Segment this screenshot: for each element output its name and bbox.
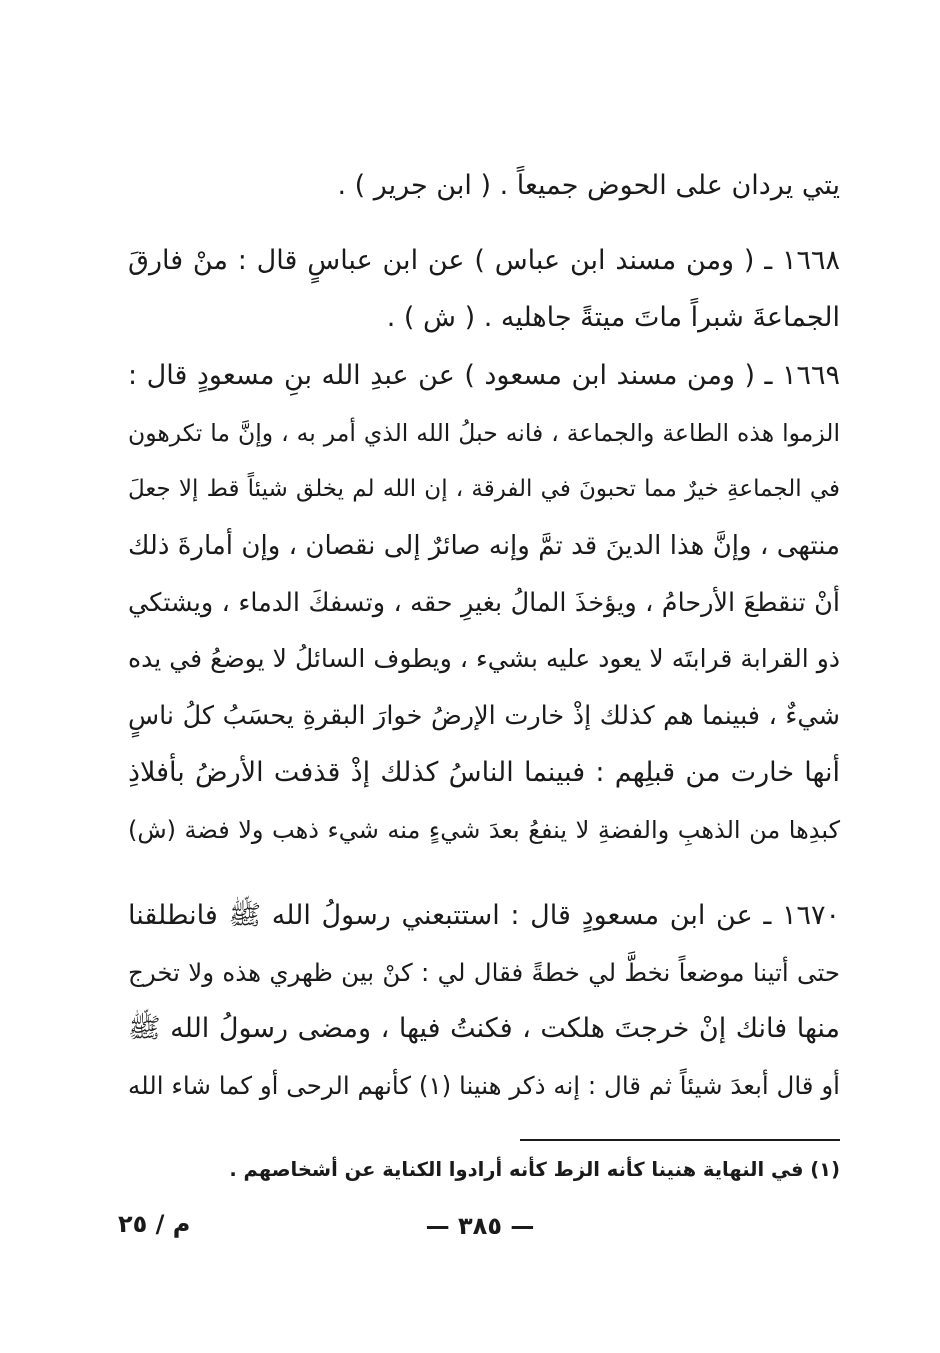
text-line: في الجماعةِ خيرٌ مما تحبونَ في الفرقة ، إن الله لم يخلق شيئاً قط إلا جعلَ bbox=[128, 476, 840, 503]
text-line: أو قال أبعدَ شيئاً ثم قال : إنه ذكر هنينا (١) كأنهم الرحى أو كما شاء الله bbox=[128, 1071, 840, 1101]
hadith-1668 bbox=[128, 233, 840, 346]
footnote: (١) في النهاية هنينا كأنه الزط كأنه أرادوا الكناية عن أشخاصهم . bbox=[229, 1158, 840, 1181]
text-line: أنْ تنقطعَ الأرحامُ ، ويؤخذَ المالُ بغيرِ حقه ، وتسفكَ الدماء ، ويشتكي bbox=[128, 587, 840, 618]
footnote-divider bbox=[520, 1139, 840, 1141]
text-line: منها فانك إنْ خرجتَ هلكت ، فكنتُ فيها ، ومضى رسولُ الله ﷺ bbox=[128, 1013, 840, 1045]
page-number: — ٣٨٥ — bbox=[425, 1212, 535, 1240]
text-line: الجماعةَ شبراً ماتَ ميتةً جاهليه . ( ش ) . bbox=[386, 301, 840, 333]
hadith-1669 bbox=[128, 348, 840, 858]
text-line: الزموا هذه الطاعة والجماعة ، فانه حبلُ الله الذي أمر به ، وإنَّ ما تكرهون bbox=[128, 418, 840, 447]
text-line: حتى أتينا موضعاً نخطَّ لي خطةً فقال لي : كنْ بين ظهري هذه ولا تخرج bbox=[128, 957, 840, 987]
text-line: ١٦٦٨ ـ ( ومن مسند ابن عباس ) عن ابن عباسٍ قال : منْ فارقَ bbox=[128, 245, 840, 276]
text-line: أنها خارت من قبلِهم : فبينما الناسُ كذلك إذْ قذفت الأرضُ بأفلاذِ bbox=[128, 756, 840, 788]
text-line: شيءٌ ، فبينما هم كذلك إذْ خارت الإرضُ خوارَ البقرةِ يحسَبُ كلُ ناسٍ bbox=[128, 701, 840, 732]
text-line: ١٦٦٩ ـ ( ومن مسند ابن مسعود ) عن عبدِ الله بنِ مسعودٍ قال : bbox=[128, 360, 840, 391]
hadith-1670 bbox=[128, 888, 840, 1115]
text-line: كبدِها من الذهبِ والفضةِ لا ينفعُ بعدَ شيءٍ منه شيء ذهب ولا فضة (ش) bbox=[128, 815, 840, 844]
hadith-continuation bbox=[128, 158, 840, 215]
text-line: ذو القرابة قرابتَه لا يعود عليه بشيء ، ويطوف السائلُ لا يوضعُ في يده bbox=[128, 644, 840, 674]
text-line: يتي يردان على الحوض جميعاً . ( ابن جرير ) . bbox=[337, 170, 840, 201]
text-line: منتهى ، وإنَّ هذا الدينَ قد تمَّ وإنه صائرٌ إلى نقصان ، وإن أمارةَ ذلك bbox=[128, 531, 840, 562]
text-line: ١٦٧٠ ـ عن ابن مسعودٍ قال : استتبعني رسولُ الله ﷺ فانطلقنا bbox=[128, 900, 840, 931]
signature-mark: م / ٢٥ bbox=[118, 1210, 191, 1238]
